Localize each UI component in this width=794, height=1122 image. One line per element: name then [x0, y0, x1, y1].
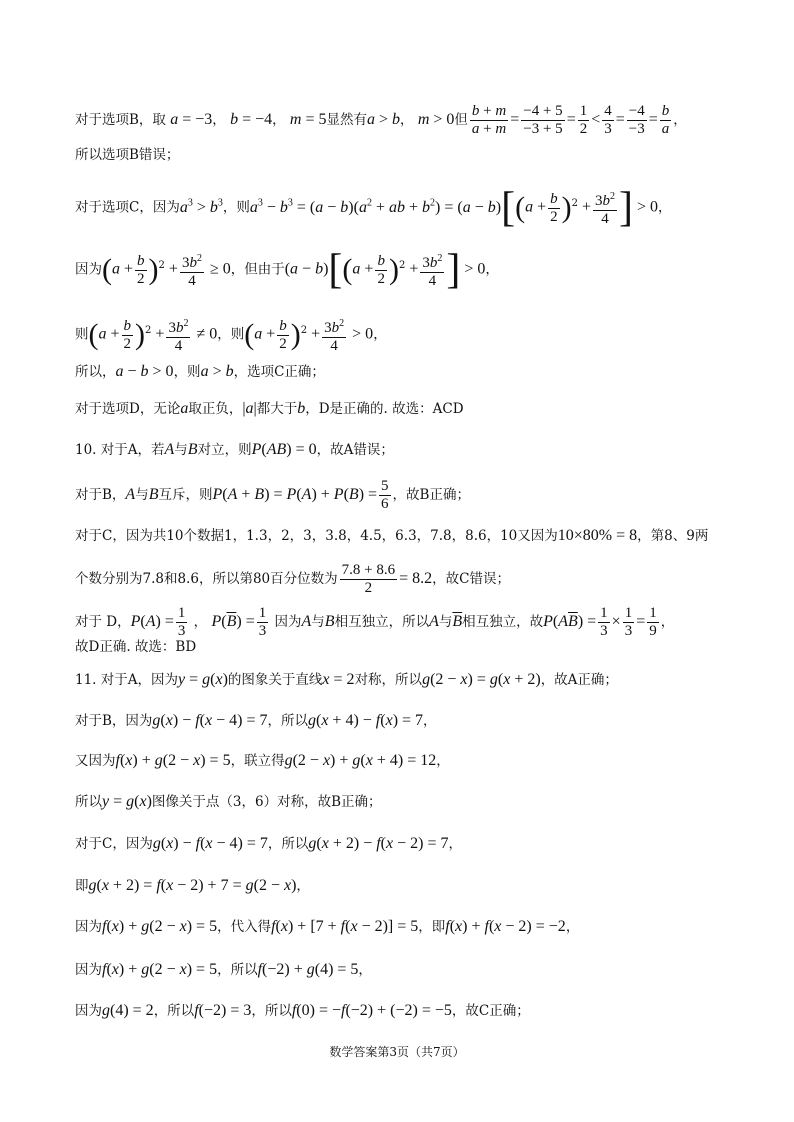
text: ，但由于 — [230, 261, 285, 278]
text: ，代入得 — [217, 919, 272, 935]
text: 相互独立，所以 — [334, 614, 430, 630]
line-2: 所以选项B错误； — [75, 147, 180, 163]
text: 取正负， — [188, 401, 243, 417]
line-5: 则(a + $\frac{b}{2}$ )$^2$ + $\frac{3b^2}{4}$ ≠ 0，则(a + $\frac{b}{2}$ )$^2$ + $\frac{3b^2}{4}$ > 0， — [75, 315, 387, 355]
text: 都大于 — [256, 401, 298, 417]
line-11: 个数分别为7.8和8.6，所以第80百分位数为 $\frac{7.8 + 8.6}{2}$ = 8.2，故C错误； — [75, 562, 510, 596]
text: 对于C，因为共10个数据1，1.3，2，3，3.8，4.5，6.3，7.8，8.6，10又因为 — [75, 528, 558, 544]
text: 对于B， — [75, 487, 126, 503]
line-4: 因为(a + $\frac{b}{2}$ )$^2$ + $\frac{3b^2}{4}$ ≥ 0，但由于(a − b)[(a + $\frac{b}{2}$ )$^2$ + $\frac{3b^2}{4}$ ] > 0， — [75, 247, 499, 293]
text: 对于 D， — [75, 614, 131, 630]
text: ，故A正确； — [540, 672, 618, 688]
text: ，第8、9两 — [637, 528, 709, 544]
line-20: 因为f(x) + g(2 − x) = 5，代入得f(x) + [7 + f(x − 2)] = 5，即f(x) + f(x − 2) = −2， — [75, 918, 580, 935]
text: 因为 — [75, 261, 102, 278]
text: 与 — [311, 614, 325, 630]
text: ，则 — [173, 364, 201, 380]
text: 因为 — [75, 962, 102, 978]
text: 所以 — [75, 794, 102, 810]
text: ，故C错误； — [432, 571, 510, 587]
text: 与 — [174, 442, 188, 458]
text: 对于C，因为 — [75, 836, 153, 852]
text: 与 — [135, 487, 149, 503]
text: 又因为 — [75, 753, 116, 769]
text: 图像关于点（3，6）对称，故B正确； — [151, 794, 382, 810]
line-3: 对于选项C，因为$a^3 > b^3$，则$a^3 - b^3 = (a - b)(a^2$ + ab + $b^2) = (a - b)[(a$ + $\frac{b}{2}$ )$^2$ + $\frac{3b^2}{4}$ ] > 0， — [75, 185, 672, 231]
page-footer: 数学答案第3页（共7页） — [329, 1045, 465, 1059]
line-14: 11. 对于A，因为y = g(x)的图象关于直线x = 2对称，所以g(2 − x) = g(x + 2)，故A正确； — [75, 671, 618, 688]
line-1: 对于选项B，取 a = −3， b = −4， m = 5显然有a > b， m > 0但 $\frac{b + m}{a + m}$ = $\frac{-4 + 5}{-3 + 5}$ = $\frac{1}{2}$ < $\frac{4}{3}$ = $\frac{-4}{-3}$ = $\frac{b}{a}$ ， — [75, 103, 687, 137]
text: ，故A错误； — [316, 442, 394, 458]
line-10: 对于C，因为共10个数据1，1.3，2，3，3.8，4.5，6.3，7.8，8.6，10又因为10×80% = 8，第8、9两 — [75, 527, 709, 544]
text: ，所以 — [153, 1003, 195, 1019]
text: ，联立得 — [230, 753, 285, 769]
text: 对于选项D，无论 — [75, 401, 181, 417]
text: 对于选项C，因为 — [75, 199, 180, 216]
text: ，故C正确； — [451, 1003, 530, 1019]
text: ，所以 — [251, 1003, 292, 1019]
text: ，D是正确的. 故选：ACD — [305, 401, 464, 417]
text: 对于选项B，取 — [75, 112, 166, 128]
text: 相互独立，故 — [462, 614, 544, 630]
text: 10. 对于A，若 — [75, 442, 165, 458]
text: 因为 — [75, 919, 102, 935]
line-22: 因为g(4) = 2，所以f(−2) = 3，所以f(0) = −f(−2) + (−2) = −5，故C正确； — [75, 1002, 530, 1019]
text: 个数分别为7.8和8.6，所以第80百分位数为 — [75, 571, 338, 587]
text: ，则 — [217, 326, 245, 343]
line-16: 又因为f(x) + g(2 − x) = 5，联立得g(2 − x) + g(x + 4) = 12， — [75, 752, 450, 769]
line-18: 对于C，因为g(x) − f(x − 4) = 7，所以g(x + 2) − f(x − 2) = 7， — [75, 835, 462, 852]
text: ，所以 — [217, 962, 258, 978]
line-7: 对于选项D，无论a取正负，|a|都大于b，D是正确的. 故选：ACD — [75, 400, 464, 417]
text: 因为 — [274, 614, 302, 630]
text: 显然有 — [326, 112, 367, 128]
text: ，所以 — [267, 713, 308, 729]
text: ，即 — [418, 919, 446, 935]
text: ，选项C正确； — [233, 364, 325, 380]
text: 对于B，因为 — [75, 713, 153, 729]
text: 的图象关于直线 — [227, 672, 323, 688]
text: 11. 对于A，因为 — [75, 672, 179, 688]
text: 即 — [75, 878, 89, 894]
text: 所以， — [75, 364, 116, 380]
line-21: 因为f(x) + g(2 − x) = 5，所以f(−2) + g(4) = 5， — [75, 961, 372, 978]
line-8: 10. 对于A，若A与B对立，则P(AB) = 0，故A错误； — [75, 441, 394, 458]
text: 对称，所以 — [354, 672, 423, 688]
text: 因为 — [75, 1003, 102, 1019]
text: 与 — [438, 614, 453, 630]
text: ，故B正确； — [392, 487, 470, 503]
text: 对立，则 — [197, 442, 252, 458]
text: ，则 — [222, 199, 250, 216]
line-17: 所以y = g(x)图像关于点（3，6）对称，故B正确； — [75, 793, 382, 810]
line-15: 对于B，因为g(x) − f(x − 4) = 7，所以g(x + 4) − f(x) = 7， — [75, 712, 437, 729]
text: ，所以 — [267, 836, 309, 852]
line-19: 即g(x + 2) = f(x − 2) + 7 = g(2 − x)， — [75, 877, 310, 894]
text: 则 — [75, 326, 89, 343]
line-6: 所以，a − b > 0，则a > b，选项C正确； — [75, 363, 325, 380]
text: 互斥，则 — [158, 487, 213, 503]
line-13: 故D正确. 故选：BD — [75, 639, 197, 655]
line-9: 对于B，A与B互斥，则P(A + B) = P(A) + P(B) = $\frac{5}{6}$ ，故B正确； — [75, 478, 470, 512]
text: 但 — [454, 112, 468, 128]
line-12: 对于 D，P(A) = $\frac{1}{3}$ ， $P(\overline{B})$ = $\frac{1}{3}$ 因为A与B相互独立，所以A与$\overline{B}$相互独立，故$P(A\overline{B})$ = $\frac{1}{3}$ × $\frac{1}{3}$ = $\frac{1}{9}$ ， — [75, 605, 675, 639]
